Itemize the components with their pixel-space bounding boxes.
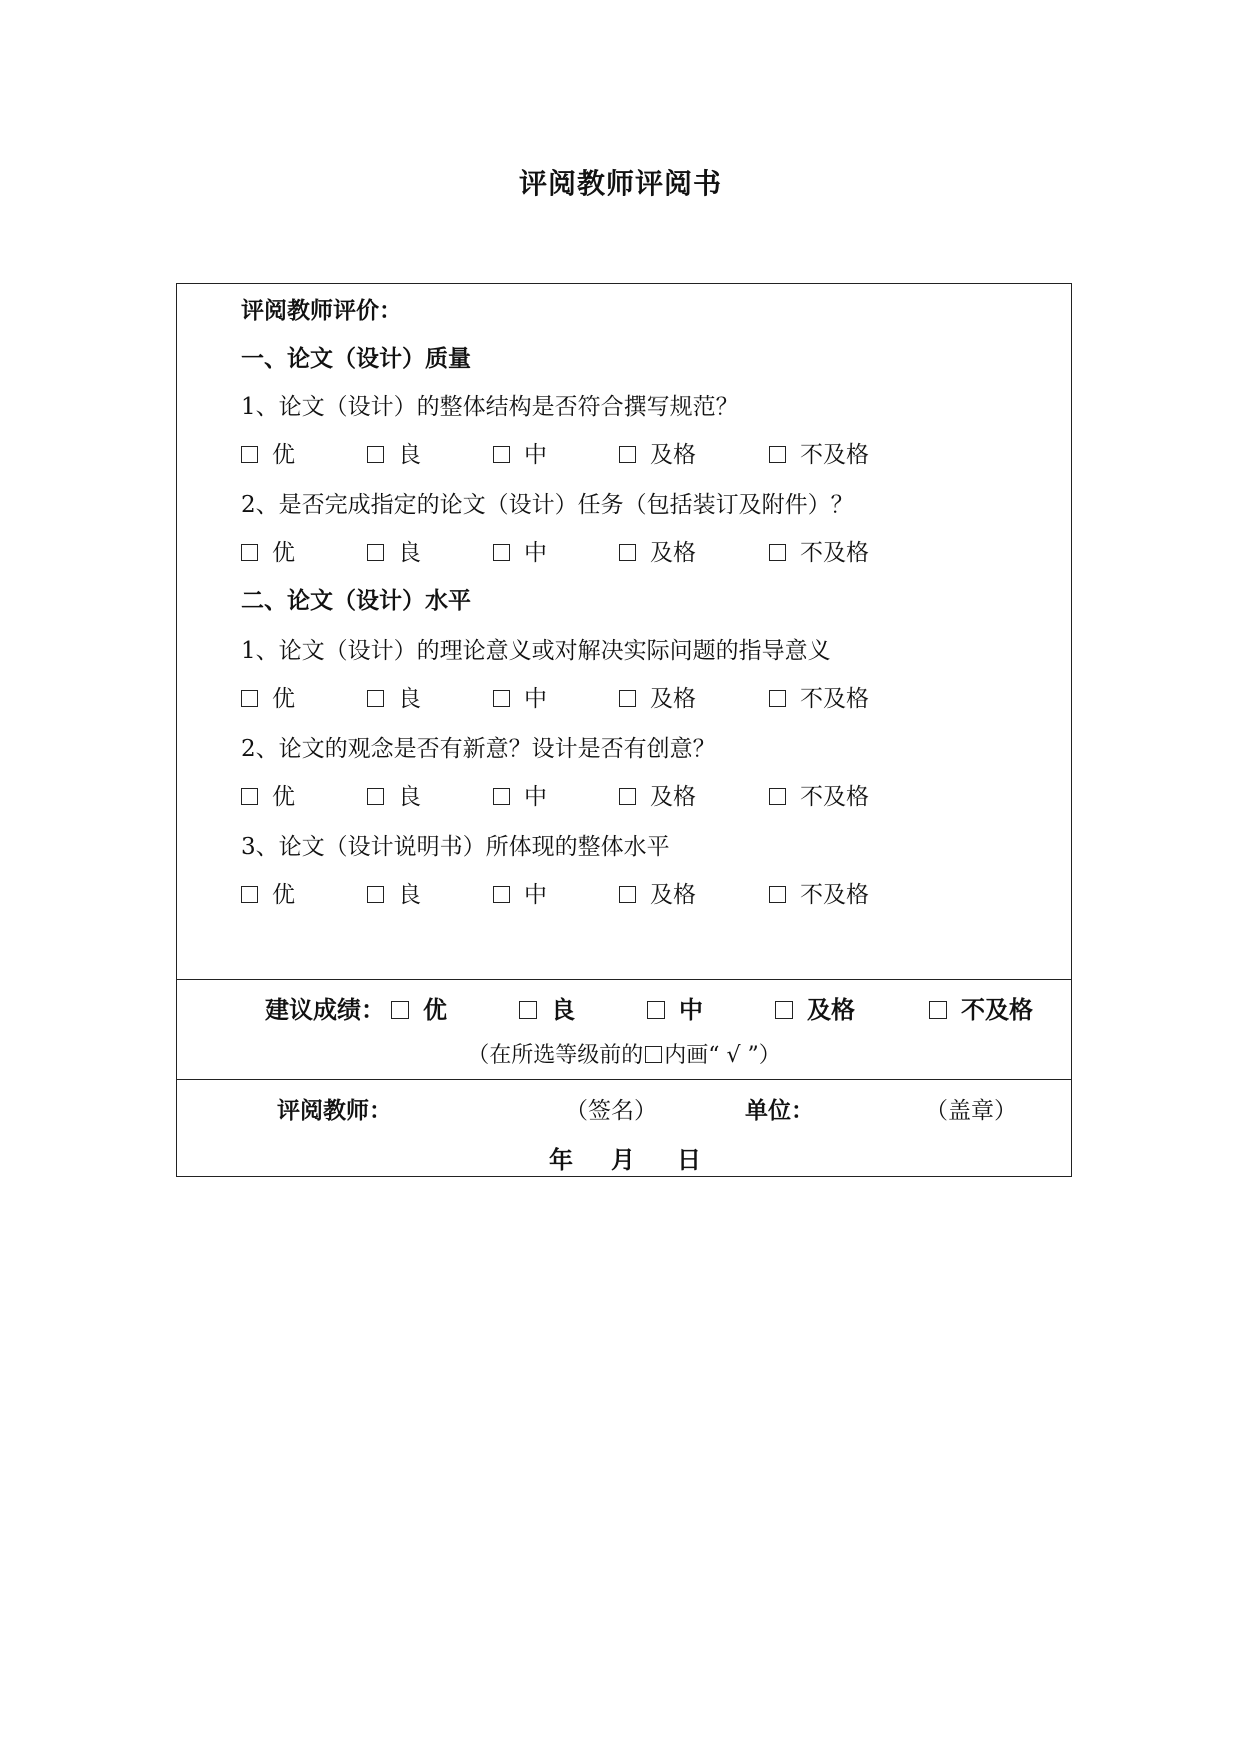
date-row: [177, 1140, 1071, 1172]
option-bujige[interactable]: [769, 778, 869, 811]
month-label: 月: [611, 1146, 635, 1174]
option-label: 及格: [650, 442, 696, 468]
seal-note: （盖章）: [925, 1098, 1017, 1124]
signature-note: （签名）: [565, 1098, 657, 1124]
grade-option-you[interactable]: [391, 990, 447, 1025]
option-label: 中: [524, 540, 547, 566]
rating-options: [241, 534, 941, 564]
checkbox[interactable]: [241, 886, 258, 903]
checkbox[interactable]: [493, 690, 510, 707]
option-label: 及格: [807, 996, 855, 1024]
section1-title: 一、论文（设计）质量: [241, 346, 471, 372]
document-title: 评阅教师评阅书: [518, 167, 722, 200]
option-label: 不及格: [961, 996, 1033, 1024]
option-label: 及格: [650, 540, 696, 566]
checkbox[interactable]: [769, 690, 786, 707]
question-text: 2、论文的观念是否有新意？设计是否有创意？: [241, 736, 716, 762]
checkbox-glyph: [645, 1046, 662, 1063]
checkbox[interactable]: [241, 544, 258, 561]
option-label: 良: [398, 442, 421, 468]
checkbox[interactable]: [619, 544, 636, 561]
question-text: 2、是否完成指定的论文（设计）任务（包括装订及附件）？: [241, 492, 854, 518]
option-jige[interactable]: [619, 436, 696, 469]
option-liang[interactable]: [367, 778, 421, 811]
checkbox[interactable]: [493, 544, 510, 561]
review-form: [176, 283, 1072, 1177]
checkbox[interactable]: [367, 886, 384, 903]
checkbox[interactable]: [493, 886, 510, 903]
checkbox[interactable]: [929, 1001, 947, 1019]
option-you[interactable]: [241, 680, 295, 713]
option-zhong[interactable]: [493, 680, 547, 713]
grade-option-zhong[interactable]: [647, 990, 703, 1025]
grade-option-bujige[interactable]: [929, 990, 1033, 1025]
suggested-grade-label: 建议成绩：: [265, 996, 385, 1024]
grade-option-jige[interactable]: [775, 990, 855, 1025]
option-label: 不及格: [800, 540, 869, 566]
option-label: 中: [679, 996, 703, 1024]
question-text: 3、论文（设计说明书）所体现的整体水平: [241, 834, 670, 860]
suggested-grade-row: [265, 990, 1065, 1024]
option-zhong[interactable]: [493, 876, 547, 909]
checkbox[interactable]: [493, 446, 510, 463]
checkbox[interactable]: [769, 544, 786, 561]
checkbox[interactable]: [493, 788, 510, 805]
option-you[interactable]: [241, 876, 295, 909]
option-zhong[interactable]: [493, 534, 547, 567]
instruction-text-before: （在所选等级前的: [467, 1043, 644, 1068]
option-zhong[interactable]: [493, 436, 547, 469]
option-label: 优: [272, 540, 295, 566]
rating-options: [241, 778, 941, 808]
checkbox[interactable]: [367, 788, 384, 805]
option-label: 不及格: [800, 882, 869, 908]
option-zhong[interactable]: [493, 778, 547, 811]
option-label: 中: [524, 442, 547, 468]
option-bujige[interactable]: [769, 876, 869, 909]
option-label: 良: [398, 686, 421, 712]
rating-options: [241, 876, 941, 906]
option-liang[interactable]: [367, 534, 421, 567]
grade-option-liang[interactable]: [519, 990, 575, 1025]
option-liang[interactable]: [367, 680, 421, 713]
option-bujige[interactable]: [769, 436, 869, 469]
grade-section: [177, 980, 1071, 1080]
option-label: 优: [272, 784, 295, 810]
option-you[interactable]: [241, 436, 295, 469]
option-label: 及格: [650, 686, 696, 712]
signature-row: [177, 1092, 1071, 1124]
rating-options: [241, 436, 941, 466]
option-label: 中: [524, 882, 547, 908]
checkbox[interactable]: [769, 788, 786, 805]
signature-section: [177, 1080, 1071, 1178]
checkbox[interactable]: [241, 788, 258, 805]
question-text: 1、论文（设计）的理论意义或对解决实际问题的指导意义: [241, 638, 831, 664]
checkbox[interactable]: [367, 446, 384, 463]
checkbox[interactable]: [619, 886, 636, 903]
checkbox[interactable]: [241, 690, 258, 707]
option-label: 中: [524, 686, 547, 712]
checkbox[interactable]: [619, 446, 636, 463]
option-label: 不及格: [800, 442, 869, 468]
checkbox[interactable]: [241, 446, 258, 463]
grade-instruction: [177, 1038, 1071, 1069]
checkbox[interactable]: [775, 1001, 793, 1019]
year-label: 年: [549, 1146, 573, 1174]
option-bujige[interactable]: [769, 534, 869, 567]
option-label: 及格: [650, 882, 696, 908]
option-label: 及格: [650, 784, 696, 810]
reviewer-label: 评阅教师：: [277, 1098, 392, 1124]
section2-title: 二、论文（设计）水平: [241, 588, 471, 614]
option-you[interactable]: [241, 534, 295, 567]
option-label: 不及格: [800, 686, 869, 712]
evaluation-section: [177, 284, 1071, 980]
checkbox[interactable]: [769, 446, 786, 463]
option-label: 优: [272, 442, 295, 468]
option-label: 优: [272, 686, 295, 712]
option-label: 不及格: [800, 784, 869, 810]
option-jige[interactable]: [619, 876, 696, 909]
option-jige[interactable]: [619, 680, 696, 713]
option-bujige[interactable]: [769, 680, 869, 713]
question-text: 1、论文（设计）的整体结构是否符合撰写规范？: [241, 394, 739, 420]
unit-label: 单位：: [745, 1098, 814, 1124]
checkbox[interactable]: [769, 886, 786, 903]
rating-options: [241, 680, 941, 710]
option-liang[interactable]: [367, 436, 421, 469]
evaluation-heading: 评阅教师评价：: [241, 298, 402, 324]
checkbox[interactable]: [367, 544, 384, 561]
option-label: 良: [398, 540, 421, 566]
day-label: 日: [677, 1146, 701, 1174]
checkbox[interactable]: [647, 1001, 665, 1019]
option-label: 良: [551, 996, 575, 1024]
option-jige[interactable]: [619, 534, 696, 567]
checkbox[interactable]: [619, 788, 636, 805]
checkbox[interactable]: [619, 690, 636, 707]
checkbox[interactable]: [391, 1001, 409, 1019]
checkbox[interactable]: [367, 690, 384, 707]
option-label: 良: [398, 784, 421, 810]
option-label: 优: [423, 996, 447, 1024]
option-label: 中: [524, 784, 547, 810]
option-label: 良: [398, 882, 421, 908]
checkbox[interactable]: [519, 1001, 537, 1019]
instruction-text-after: 内画“ √ ”）: [664, 1043, 781, 1068]
option-liang[interactable]: [367, 876, 421, 909]
option-jige[interactable]: [619, 778, 696, 811]
option-label: 优: [272, 882, 295, 908]
option-you[interactable]: [241, 778, 295, 811]
